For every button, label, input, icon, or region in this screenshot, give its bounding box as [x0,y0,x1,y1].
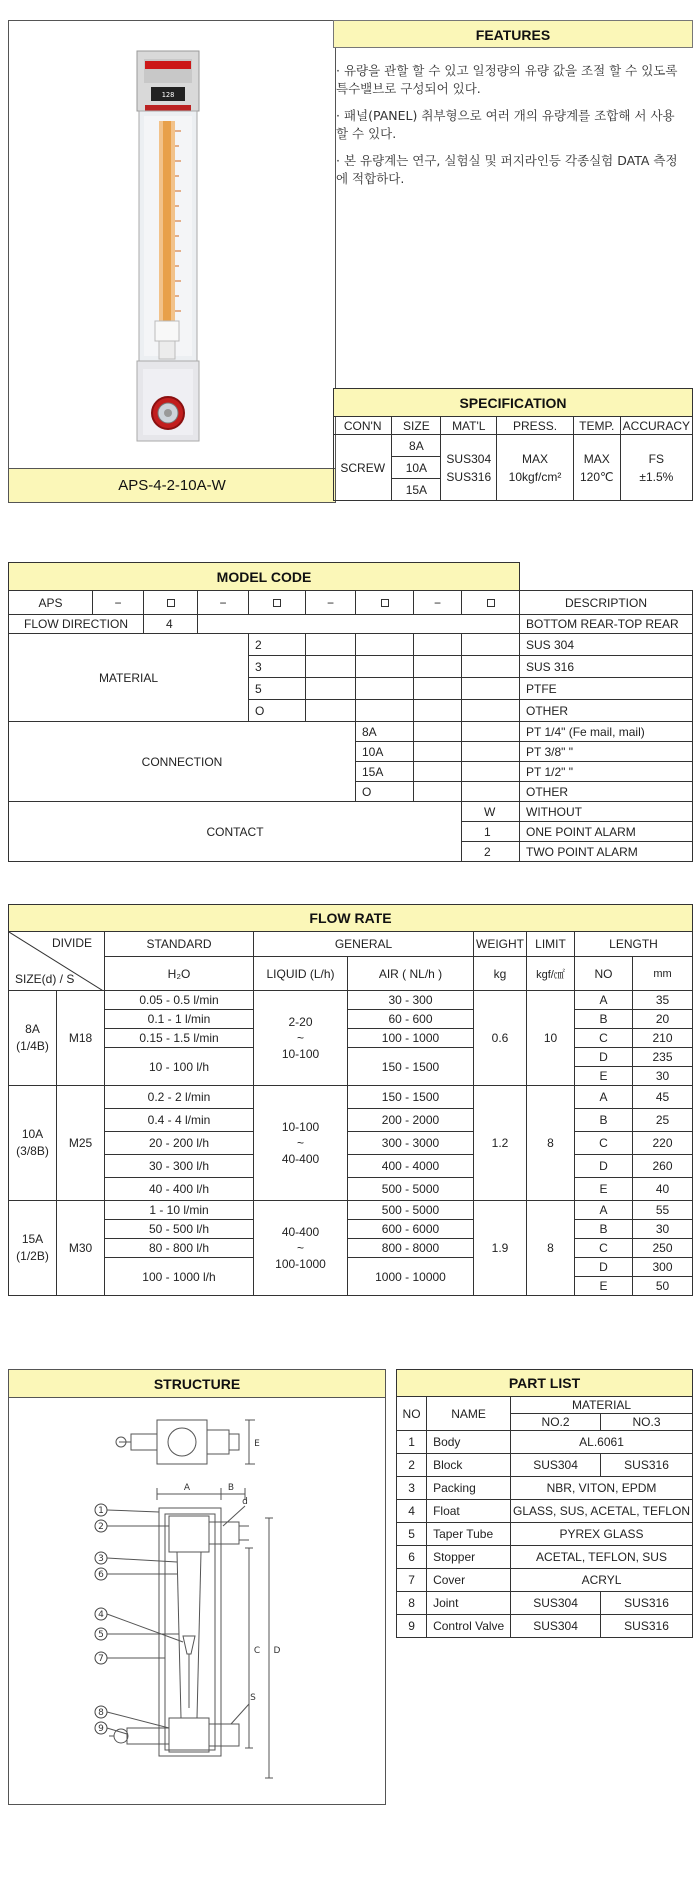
size-cell [9,1201,57,1296]
feature-item: · 유량을 관할 할 수 있고 일정량의 유량 값을 조절 할 수 있도록 특수밸브로 구성되어 있다. [336,63,678,96]
size-sub: (1/2B) [16,1249,49,1263]
structure-panel [8,1369,386,1805]
length-no: C [575,1239,633,1258]
length-mm: 35 [633,991,693,1010]
part-no: 6 [397,1546,427,1569]
size-value: 10A [21,1127,44,1141]
contact-desc: ONE POINT ALARM [520,822,693,842]
dim-b: B [227,1483,235,1493]
air-cell: 600 - 6000 [348,1220,474,1239]
spec-temp-line: 120℃ [579,469,614,484]
s-cell: M25 [57,1086,105,1201]
length-no: D [575,1155,633,1178]
part-material: PYREX GLASS [511,1523,693,1546]
spec-accuracy [620,435,692,501]
length-no: D [575,1258,633,1277]
part-no: 3 [397,1477,427,1500]
length-mm: 220 [633,1132,693,1155]
liquid-cell [254,991,348,1086]
limit-cell: 8 [527,1201,575,1296]
standard-cell: 100 - 1000 l/h [105,1258,254,1296]
length-no: A [575,991,633,1010]
spec-accuracy-line: FS [648,451,664,466]
s-cell: M30 [57,1201,105,1296]
dim-c: C [253,1646,261,1656]
contact-code: W [462,802,520,822]
spec-size: 8A [392,435,441,457]
part-list-title: PART LIST [397,1370,693,1397]
part-name: Body [427,1431,511,1454]
model-code-dash: − [414,591,462,615]
product-photo [9,21,335,469]
length-no: D [575,1048,633,1067]
specification-table [333,388,693,501]
spec-header: MAT'L [441,417,497,435]
air-cell: 60 - 600 [348,1010,474,1029]
material-code: 2 [249,634,306,656]
features-list [336,62,688,188]
liquid-line: 100-1000 [275,1257,326,1271]
spec-conn: SCREW [334,435,392,501]
connection-label: CONNECTION [9,722,356,802]
callout-1: 1 [98,1506,104,1516]
contact-desc: WITHOUT [520,802,693,822]
spec-header: PRESS. [497,417,574,435]
no-header: NO [575,957,633,991]
callout-4: 4 [98,1610,104,1620]
spec-size: 10A [392,457,441,479]
size-value: 15A [21,1232,44,1246]
contact-label: CONTACT [9,802,462,862]
model-code-dash: − [306,591,356,615]
length-mm: 210 [633,1029,693,1048]
part-material: GLASS, SUS, ACETAL, TEFLON [511,1500,693,1523]
part-no: 5 [397,1523,427,1546]
part-material: ACETAL, TEFLON, SUS [511,1546,693,1569]
air-cell: 300 - 3000 [348,1132,474,1155]
weight-header: WEIGHT [474,932,527,957]
part-material: ACRYL [511,1569,693,1592]
standard-cell: 40 - 400 l/h [105,1178,254,1201]
part-material-no2: SUS304 [511,1592,601,1615]
material-desc: SUS 304 [520,634,693,656]
liquid-line: ~ [296,1031,304,1045]
air-header: AIR ( NL/h ) [348,957,474,991]
part-material-no2: SUS304 [511,1615,601,1638]
standard-cell: 0.2 - 2 l/min [105,1086,254,1109]
material-code: 5 [249,678,306,700]
part-no3-header: NO.3 [601,1414,693,1431]
length-no: C [575,1029,633,1048]
connection-code: O [356,782,414,802]
part-name: Stopper [427,1546,511,1569]
standard-cell: 0.1 - 1 l/min [105,1010,254,1029]
standard-cell: 1 - 10 l/min [105,1201,254,1220]
standard-cell: 0.4 - 4 l/min [105,1109,254,1132]
general-header: GENERAL [254,932,474,957]
spec-size: 15A [392,479,441,501]
mm-header: mm [633,957,693,991]
dim-d-small: d [242,1497,248,1507]
spec-title: SPECIFICATION [334,389,693,417]
material-desc: OTHER [520,700,693,722]
spec-header: ACCURACY [620,417,692,435]
length-no: B [575,1220,633,1239]
limit-cell: 8 [527,1086,575,1201]
model-code-slot [144,591,198,615]
material-code: 3 [249,656,306,678]
material-code: O [249,700,306,722]
part-name: Packing [427,1477,511,1500]
standard-cell: 0.15 - 1.5 l/min [105,1029,254,1048]
liquid-line: 40-400 [281,1225,320,1239]
part-no-header: NO [397,1397,427,1431]
part-name-header: NAME [427,1397,511,1431]
length-mm: 25 [633,1109,693,1132]
part-name: Joint [427,1592,511,1615]
liquid-line: 2-20 [288,1015,313,1029]
callout-7: 7 [98,1654,104,1664]
material-label: MATERIAL [9,634,249,722]
part-material-no3: SUS316 [601,1615,693,1638]
connection-desc: OTHER [520,782,693,802]
model-code-slot [249,591,306,615]
part-no: 8 [397,1592,427,1615]
length-mm: 235 [633,1048,693,1067]
standard-cell: 80 - 800 l/h [105,1239,254,1258]
flow-rate-table [8,904,693,1296]
part-material: AL.6061 [511,1431,693,1454]
part-no2-header: NO.2 [511,1414,601,1431]
standard-cell: 10 - 100 l/h [105,1048,254,1086]
length-header: LENGTH [575,932,693,957]
length-mm: 250 [633,1239,693,1258]
length-mm: 40 [633,1178,693,1201]
air-cell: 200 - 2000 [348,1109,474,1132]
length-mm: 55 [633,1201,693,1220]
standard-cell: 50 - 500 l/h [105,1220,254,1239]
connection-desc: PT 1/4" (Fe mail, mail) [520,722,693,742]
standard-cell: 0.05 - 0.5 l/min [105,991,254,1010]
s-cell: M18 [57,991,105,1086]
part-name: Block [427,1454,511,1477]
divide-label: DIVIDE [51,936,92,950]
material-desc: SUS 316 [520,656,693,678]
air-cell: 1000 - 10000 [348,1258,474,1296]
size-sub: (3/8B) [16,1144,49,1158]
callout-6: 6 [98,1570,104,1580]
contact-desc: TWO POINT ALARM [520,842,693,862]
length-mm: 50 [633,1277,693,1296]
connection-code: 10A [356,742,414,762]
callout-8: 8 [98,1708,104,1718]
dim-d: D [273,1646,281,1656]
size-s-label: SIZE(d) / S [15,972,75,986]
size-cell [9,991,57,1086]
length-no: B [575,1109,633,1132]
size-value: 8A [25,1022,40,1036]
part-material: NBR, VITON, EPDM [511,1477,693,1500]
part-material-no3: SUS316 [601,1592,693,1615]
flow-direction-desc: BOTTOM REAR-TOP REAR [520,615,693,634]
length-no: A [575,1086,633,1109]
model-code-description-header: DESCRIPTION [520,591,693,615]
product-caption: APS-4-2-10A-W [9,468,335,502]
spec-accuracy-line: ±1.5% [639,469,674,484]
liquid-line: ~ [296,1136,304,1150]
product-panel [8,20,336,503]
air-cell: 400 - 4000 [348,1155,474,1178]
spec-header: SIZE [392,417,441,435]
part-no: 2 [397,1454,427,1477]
length-no: B [575,1010,633,1029]
liquid-cell [254,1086,348,1201]
spec-press [497,435,574,501]
length-mm: 30 [633,1067,693,1086]
length-no: E [575,1277,633,1296]
kgf-header: kgf/㎠ [527,957,575,991]
callout-2: 2 [98,1522,104,1532]
dim-e: E [254,1439,260,1449]
part-material-header: MATERIAL [511,1397,693,1414]
size-cell [9,1086,57,1201]
model-code-slot [356,591,414,615]
divide-header [9,932,105,991]
flow-rate-title: FLOW RATE [9,905,693,932]
length-no: A [575,1201,633,1220]
spec-matl [441,435,497,501]
dim-s: S [250,1693,256,1703]
length-mm: 260 [633,1155,693,1178]
weight-cell: 1.9 [474,1201,527,1296]
air-cell: 500 - 5000 [348,1201,474,1220]
part-name: Control Valve [427,1615,511,1638]
standard-cell: 30 - 300 l/h [105,1155,254,1178]
spec-temp-line: MAX [583,451,610,466]
length-mm: 45 [633,1086,693,1109]
part-list-table [396,1369,693,1638]
part-material-no3: SUS316 [601,1454,693,1477]
length-no: E [575,1067,633,1086]
part-name: Float [427,1500,511,1523]
part-no: 7 [397,1569,427,1592]
part-no: 9 [397,1615,427,1638]
model-code-dash: − [198,591,249,615]
part-no: 4 [397,1500,427,1523]
model-code-slot [462,591,520,615]
air-cell: 100 - 1000 [348,1029,474,1048]
structure-title: STRUCTURE [9,1370,385,1398]
standard-cell: 20 - 200 l/h [105,1132,254,1155]
air-cell: 150 - 1500 [348,1086,474,1109]
model-code-table [8,562,693,862]
flow-direction-code: 4 [144,615,198,634]
contact-code: 2 [462,842,520,862]
weight-cell: 0.6 [474,991,527,1086]
liquid-line: 10-100 [281,1120,320,1134]
liquid-header: LIQUID (L/h) [254,957,348,991]
weight-cell: 1.2 [474,1086,527,1201]
spec-temp [573,435,620,501]
liquid-cell [254,1201,348,1296]
spec-matl-line: SUS304 [446,451,492,466]
model-code-dash: − [93,591,144,615]
limit-header: LIMIT [527,932,575,957]
features-title: FEATURES [333,20,693,48]
dim-a: A [183,1483,191,1493]
length-no: E [575,1178,633,1201]
kg-header: kg [474,957,527,991]
connection-desc: PT 3/8" " [520,742,693,762]
air-cell: 150 - 1500 [348,1048,474,1086]
connection-code: 15A [356,762,414,782]
model-code-title: MODEL CODE [9,563,520,591]
length-no: C [575,1132,633,1155]
material-desc: PTFE [520,678,693,700]
part-no: 1 [397,1431,427,1454]
liquid-line: 40-400 [281,1152,320,1166]
part-name: Cover [427,1569,511,1592]
air-cell: 30 - 300 [348,991,474,1010]
connection-code: 8A [356,722,414,742]
connection-desc: PT 1/2" " [520,762,693,782]
h2o-header: H₂O [105,957,254,991]
svg-text:128: 128 [161,91,175,99]
liquid-line: ~ [296,1241,304,1255]
part-name: Taper Tube [427,1523,511,1546]
spec-press-line: MAX [522,451,549,466]
structure-drawing [9,1398,385,1804]
contact-code: 1 [462,822,520,842]
length-mm: 300 [633,1258,693,1277]
standard-header: STANDARD [105,932,254,957]
model-code-aps: APS [9,591,93,615]
spec-matl-line: SUS316 [446,469,492,484]
flow-direction-label: FLOW DIRECTION [9,615,144,634]
limit-cell: 10 [527,991,575,1086]
feature-item: · 본 유량계는 연구, 실험실 및 퍼지라인등 각종실험 DATA 측정에 적합하다. [336,153,678,186]
size-sub: (1/4B) [16,1039,49,1053]
part-material-no2: SUS304 [511,1454,601,1477]
callout-5: 5 [98,1630,104,1640]
feature-item: · 패널(PANEL) 취부형으로 여러 개의 유량계를 조합해 서 사용 할 수 있다. [336,108,675,141]
spec-header: TEMP. [573,417,620,435]
length-mm: 30 [633,1220,693,1239]
spec-header: CON'N [334,417,392,435]
air-cell: 500 - 5000 [348,1178,474,1201]
callout-3: 3 [98,1554,104,1564]
liquid-line: 10-100 [281,1047,320,1061]
spec-press-line: 10kgf/cm² [508,469,562,484]
length-mm: 20 [633,1010,693,1029]
callout-9: 9 [98,1724,104,1734]
air-cell: 800 - 8000 [348,1239,474,1258]
